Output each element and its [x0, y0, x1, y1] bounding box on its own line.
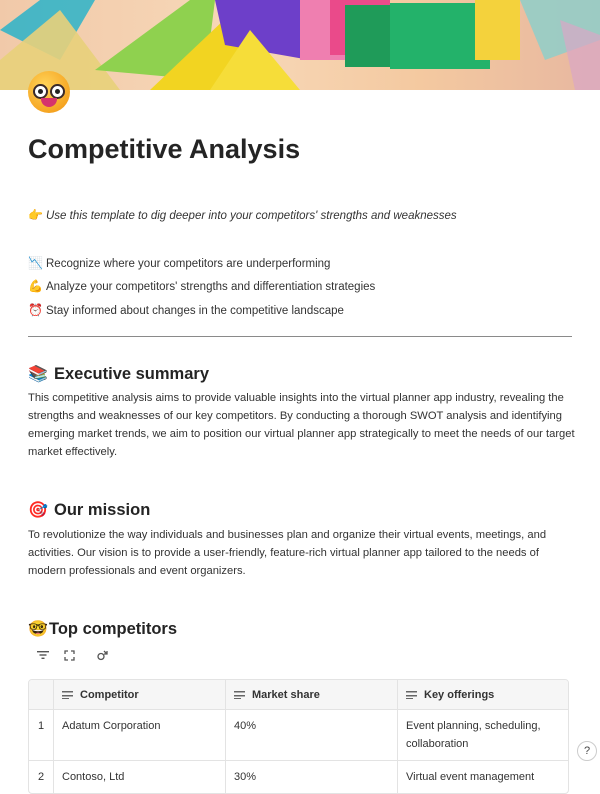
bullet-item: 💪 Analyze your competitors' strengths and differentiation strategies [28, 279, 376, 293]
pointing-hand-icon: 👉 [28, 208, 43, 222]
cell-market-share[interactable]: 40% [225, 710, 397, 760]
cell-competitor[interactable]: Adatum Corporation [53, 710, 225, 760]
callout [28, 208, 457, 222]
chart-decreasing-icon: 📉 [28, 256, 43, 270]
column-header-key-offerings[interactable]: Key offerings [397, 680, 568, 709]
cell-competitor[interactable]: Contoso, Ltd [53, 761, 225, 793]
alarm-clock-icon: ⏰ [28, 303, 43, 317]
callout-text: Use this template to dig deeper into your competitors' strengths and weaknesses [46, 210, 457, 222]
cover-image [0, 0, 600, 90]
bullet-item: 📉 Recognize where your competitors are underperforming [28, 256, 331, 270]
filter-icon[interactable] [34, 646, 52, 664]
text-column-icon [406, 691, 417, 699]
executive-summary-text: This competitive analysis aims to provide valuable insights into the virtual planner app industry, revealing the strengths and weaknesses of our key competitors. By conducting a thorough SWOT analysis and identifying emerging market trends, we aim to position our virtual planner app strategically to meet the needs of our target market effectively. [28, 392, 575, 458]
table-row [29, 709, 568, 760]
cover-banner [0, 0, 600, 90]
page-emoji-icon[interactable] [28, 71, 70, 113]
text-column-icon [234, 691, 245, 699]
divider [28, 336, 572, 337]
cell-key-offerings[interactable]: Virtual event management [397, 761, 568, 793]
row-number: 1 [37, 720, 45, 732]
row-number: 2 [37, 771, 45, 783]
direct-hit-icon: 🎯 [28, 502, 48, 519]
cell-key-offerings[interactable]: Event planning, scheduling, collaboration [397, 710, 568, 760]
mission-text: To revolutionize the way individuals and businesses plan and organize their virtual events, meetings, and activities. Our vision is to provide a user-friendly, feature-rich virtual planner app tailored to the needs of modern professionals and event organizers. [28, 529, 547, 577]
automation-icon[interactable] [94, 646, 112, 664]
table-header-row [29, 680, 568, 709]
section-heading-executive-summary: 📚 Executive summary [28, 365, 210, 383]
row-number-header [29, 680, 53, 709]
table-row [29, 760, 568, 793]
cell-market-share[interactable]: 30% [225, 761, 397, 793]
expand-icon[interactable] [60, 646, 78, 664]
help-button[interactable]: ? [577, 741, 597, 761]
competitors-table [28, 679, 569, 794]
section-heading-our-mission: 🎯 Our mission [28, 501, 151, 519]
section-heading-top-competitors: 🤓Top competitors [28, 620, 178, 638]
column-header-market-share[interactable]: Market share [225, 680, 397, 709]
books-icon: 📚 [28, 366, 48, 383]
nerd-face-icon: 🤓 [28, 621, 48, 638]
column-header-competitor[interactable]: Competitor [53, 680, 225, 709]
flexed-biceps-icon: 💪 [28, 279, 43, 293]
page-title: Competitive Analysis [28, 134, 301, 164]
text-column-icon [62, 691, 73, 699]
bullet-item: ⏰ Stay informed about changes in the competitive landscape [28, 303, 344, 317]
